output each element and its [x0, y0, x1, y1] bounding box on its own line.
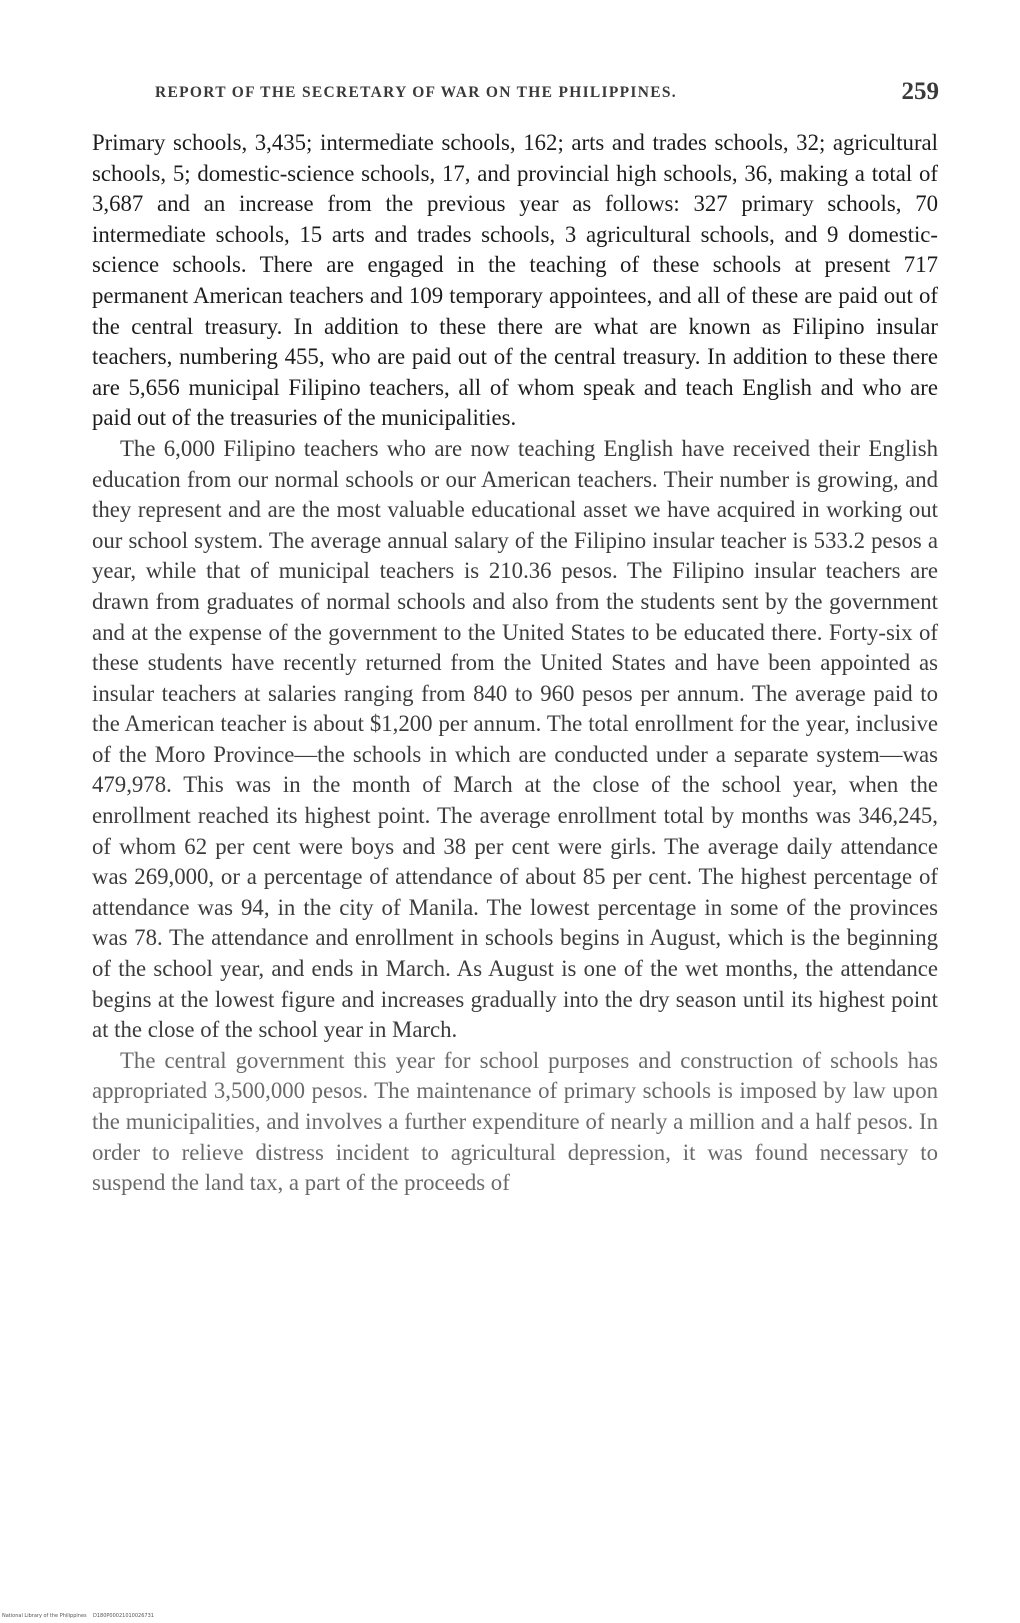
scan-footer [2, 1613, 154, 1619]
page-number: 259 [901, 78, 939, 105]
page-header [155, 78, 939, 108]
paragraph-appropriations: The central government this year for school purposes and construction of schools has appropriated 3,500,000 pesos. The maintenance of primary schools is imposed by law upon the municipalities, and involves a further expenditure of nearly a million and a half pesos. In order to relieve distress incident to agricultural depression, it was found necessary to suspend the land tax, a part of the proceeds of [92, 1047, 938, 1196]
body-text [92, 128, 938, 1199]
paragraph-school-counts: Primary schools, 3,435; intermediate schools, 162; arts and trades schools, 32; agricultural schools, 5; domestic-science schools, 17, and provincial high schools, 36, making a total of 3,687 and an increase from the previous year as follows: 327 primary schools, 70 intermediate schools, 15 arts and trades schools, 3 agricultural schools, and 9 domestic-science schools. There are engaged in the teaching of these schools at present 717 permanent American teachers and 109 temporary appointees, and all of these are paid out of the central treasury. In addition to these there are what are known as Filipino insular teachers, numbering 455, who are paid out of the central treasury. In addition to these there are 5,656 municipal Filipino teachers, all of whom speak and teach English and who are paid out of the treasuries of the municipalities. [92, 130, 938, 431]
running-head: REPORT OF THE SECRETARY OF WAR ON THE PHILIPPINES. [155, 84, 677, 101]
paragraph-filipino-teachers: The 6,000 Filipino teachers who are now teaching English have received their English education from our normal schools or our American teachers. Their number is growing, and they represent and are the most valuable educational asset we have acquired in working out our school system. The average annual salary of the Filipino insular teacher is 533.2 pesos a year, while that of municipal teachers is 210.36 pesos. The Filipino insular teachers are drawn from graduates of normal schools and also from the students sent by the government and at the expense of the government to the United States to be educated there. Forty-six of these students have recently returned from the United States and have been appointed as insular teachers at salaries ranging from 840 to 960 pesos per annum. The average paid to the American teacher is about $1,200 per annum. The total enrollment for the year, inclusive of the Moro Province—the schools in which are conducted under a separate system—was 479,978. This was in the month of March at the close of the school year, when the enrollment reached its highest point. The average enrollment total by months was 346,245, of whom 62 per cent were boys and 38 per cent were girls. The average daily attendance was 269,000, or a percentage of attendance of about 85 per cent. The highest percentage of attendance was 94, in the city of Manila. The lowest percentage in some of the provinces was 78. The attendance and enrollment in schools begins in August, which is the beginning of the school year, and ends in March. As August is one of the wet months, the attendance begins at the lowest figure and increases gradually into the dry season until its highest point at the close of the school year in March. [92, 435, 938, 1043]
record-id: D180P00021010026731 [93, 1613, 154, 1619]
library-credit: National Library of the Philippines [2, 1613, 87, 1619]
